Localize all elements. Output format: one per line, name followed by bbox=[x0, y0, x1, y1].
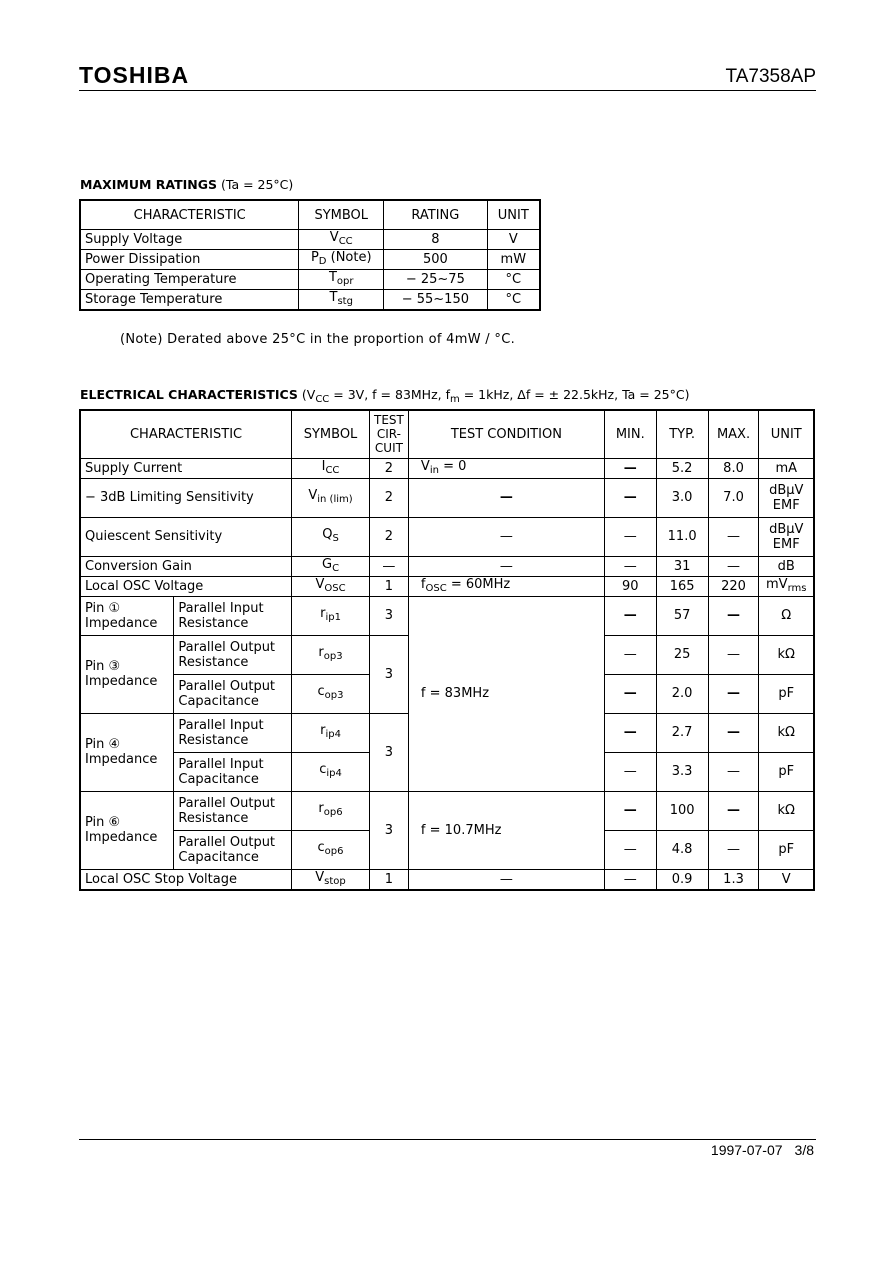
page-number: 3/8 bbox=[794, 1142, 814, 1158]
max-value: — bbox=[708, 713, 759, 752]
symbol: $r_{op6}$ bbox=[292, 791, 370, 830]
table-row bbox=[80, 576, 814, 596]
min-value: — bbox=[604, 458, 656, 478]
symbol: $I_{CC}$ bbox=[292, 458, 370, 478]
typ-value: 25 bbox=[656, 635, 708, 674]
unit: $mV_{rms}$ bbox=[759, 576, 814, 596]
table-row bbox=[80, 250, 540, 270]
test-circuit: 2 bbox=[369, 517, 408, 556]
symbol: $V_{OSC}$ bbox=[292, 576, 370, 596]
unit: kΩ bbox=[759, 791, 814, 830]
col-header: UNIT bbox=[759, 410, 814, 458]
col-header: CHARACTERISTIC bbox=[80, 410, 292, 458]
symbol: $V_{CC}$ bbox=[299, 230, 384, 250]
symbol: $V_{stop}$ bbox=[292, 869, 370, 890]
symbol: $P_D$ (Note) bbox=[299, 250, 384, 270]
test-circuit: 2 bbox=[369, 478, 408, 517]
test-circuit: 1 bbox=[369, 576, 408, 596]
parameter: Parallel Output Resistance bbox=[174, 635, 292, 674]
max-value: 220 bbox=[708, 576, 759, 596]
test-condition: — bbox=[408, 517, 604, 556]
pin-group-label: Pin ① Impedance bbox=[80, 596, 174, 635]
table-row bbox=[80, 270, 540, 290]
unit: pF bbox=[759, 752, 814, 791]
test-circuit: 1 bbox=[369, 869, 408, 890]
min-value: — bbox=[604, 635, 656, 674]
parameter: Parallel Input Resistance bbox=[174, 596, 292, 635]
symbol: $c_{op3}$ bbox=[292, 674, 370, 713]
min-value: 90 bbox=[604, 576, 656, 596]
typ-value: 165 bbox=[656, 576, 708, 596]
table-row bbox=[80, 517, 814, 556]
col-header: UNIT bbox=[487, 200, 540, 230]
table-row bbox=[80, 556, 814, 576]
typ-value: 0.9 bbox=[656, 869, 708, 890]
typ-value: 11.0 bbox=[656, 517, 708, 556]
unit: Ω bbox=[759, 596, 814, 635]
min-value: — bbox=[604, 830, 656, 869]
table-row bbox=[80, 596, 814, 635]
max-value: 7.0 bbox=[708, 478, 759, 517]
symbol: $T_{stg}$ bbox=[299, 290, 384, 311]
table-row bbox=[80, 290, 540, 311]
characteristic: Power Dissipation bbox=[80, 250, 299, 270]
max-value: — bbox=[708, 635, 759, 674]
pin-group-label: Pin ③ Impedance bbox=[80, 635, 174, 713]
table-row bbox=[80, 458, 814, 478]
max-ratings-table bbox=[79, 199, 541, 311]
max-value: 8.0 bbox=[708, 458, 759, 478]
footer-date: 1997-07-07 bbox=[710, 1142, 783, 1158]
derating-note: (Note) Derated above 25°C in the proportion of 4mW / °C. bbox=[120, 332, 515, 347]
test-circuit: 3 bbox=[369, 635, 408, 713]
test-condition: $V_{in} = 0$ bbox=[408, 458, 604, 478]
min-value: — bbox=[604, 517, 656, 556]
symbol: $c_{ip4}$ bbox=[292, 752, 370, 791]
symbol: $r_{op3}$ bbox=[292, 635, 370, 674]
unit: dB bbox=[759, 556, 814, 576]
characteristic: Storage Temperature bbox=[80, 290, 299, 311]
col-header: MIN. bbox=[604, 410, 656, 458]
unit: dBμV EMF bbox=[759, 478, 814, 517]
max-value: — bbox=[708, 674, 759, 713]
unit: V bbox=[487, 230, 540, 250]
min-value: — bbox=[604, 791, 656, 830]
table-row bbox=[80, 478, 814, 517]
test-circuit: 2 bbox=[369, 458, 408, 478]
col-header: TYP. bbox=[656, 410, 708, 458]
characteristic: Quiescent Sensitivity bbox=[80, 517, 292, 556]
min-value: — bbox=[604, 556, 656, 576]
unit: °C bbox=[487, 290, 540, 311]
col-header: RATING bbox=[384, 200, 488, 230]
unit: pF bbox=[759, 674, 814, 713]
min-value: — bbox=[604, 674, 656, 713]
characteristic: − 3dB Limiting Sensitivity bbox=[80, 478, 292, 517]
max-value: — bbox=[708, 517, 759, 556]
test-condition: f = 10.7MHz bbox=[408, 791, 604, 869]
unit: pF bbox=[759, 830, 814, 869]
characteristic: Operating Temperature bbox=[80, 270, 299, 290]
symbol: $r_{ip4}$ bbox=[292, 713, 370, 752]
test-circuit: 3 bbox=[369, 791, 408, 869]
symbol: $Q_S$ bbox=[292, 517, 370, 556]
typ-value: 57 bbox=[656, 596, 708, 635]
typ-value: 2.0 bbox=[656, 674, 708, 713]
footer bbox=[699, 1142, 814, 1158]
test-condition: — bbox=[408, 556, 604, 576]
header-rule bbox=[79, 90, 816, 91]
rating: 500 bbox=[384, 250, 488, 270]
characteristic: Conversion Gain bbox=[80, 556, 292, 576]
parameter: Parallel Output Resistance bbox=[174, 791, 292, 830]
part-number: TA7358AP bbox=[725, 66, 816, 87]
rating: − 55~150 bbox=[384, 290, 488, 311]
max-value: — bbox=[708, 791, 759, 830]
typ-value: 2.7 bbox=[656, 713, 708, 752]
characteristic: Supply Current bbox=[80, 458, 292, 478]
brand-logo: TOSHIBA bbox=[79, 62, 190, 88]
min-value: — bbox=[604, 478, 656, 517]
parameter: Parallel Output Capacitance bbox=[174, 674, 292, 713]
min-value: — bbox=[604, 869, 656, 890]
test-condition: $f_{OSC} = 60MHz$ bbox=[408, 576, 604, 596]
unit: kΩ bbox=[759, 713, 814, 752]
table-row bbox=[80, 230, 540, 250]
table-row bbox=[80, 791, 814, 830]
parameter: Parallel Input Resistance bbox=[174, 713, 292, 752]
col-header: CHARACTERISTIC bbox=[80, 200, 299, 230]
parameter: Parallel Input Capacitance bbox=[174, 752, 292, 791]
unit: kΩ bbox=[759, 635, 814, 674]
min-value: — bbox=[604, 713, 656, 752]
unit: °C bbox=[487, 270, 540, 290]
characteristic: Local OSC Voltage bbox=[80, 576, 292, 596]
max-value: — bbox=[708, 752, 759, 791]
rating: − 25~75 bbox=[384, 270, 488, 290]
col-header: SYMBOL bbox=[299, 200, 384, 230]
table-row bbox=[80, 869, 814, 890]
test-condition: — bbox=[408, 478, 604, 517]
col-header: TEST CIR- CUIT bbox=[369, 410, 408, 458]
typ-value: 4.8 bbox=[656, 830, 708, 869]
pin-group-label: Pin ④ Impedance bbox=[80, 713, 174, 791]
max-value: — bbox=[708, 556, 759, 576]
electrical-title: ELECTRICAL CHARACTERISTICS ($V_{CC} = 3V$, f = 83MHz, $f_m = 1kHz$, Δf = ± 22.5kHz, Ta = 25°C) bbox=[80, 387, 690, 405]
rating: 8 bbox=[384, 230, 488, 250]
test-circuit: 3 bbox=[369, 596, 408, 635]
parameter: Parallel Output Capacitance bbox=[174, 830, 292, 869]
typ-value: 100 bbox=[656, 791, 708, 830]
symbol: $G_C$ bbox=[292, 556, 370, 576]
electrical-table bbox=[79, 409, 815, 891]
symbol: $r_{ip1}$ bbox=[292, 596, 370, 635]
table-header-row bbox=[80, 200, 540, 230]
unit: mA bbox=[759, 458, 814, 478]
symbol: $c_{op6}$ bbox=[292, 830, 370, 869]
min-value: — bbox=[604, 596, 656, 635]
test-condition: — bbox=[408, 869, 604, 890]
typ-value: 3.0 bbox=[656, 478, 708, 517]
typ-value: 31 bbox=[656, 556, 708, 576]
table-header-row bbox=[80, 410, 814, 458]
footer-rule bbox=[79, 1139, 816, 1140]
characteristic: Local OSC Stop Voltage bbox=[80, 869, 292, 890]
col-header: SYMBOL bbox=[292, 410, 370, 458]
typ-value: 3.3 bbox=[656, 752, 708, 791]
test-circuit: 3 bbox=[369, 713, 408, 791]
max-value: 1.3 bbox=[708, 869, 759, 890]
test-circuit: — bbox=[369, 556, 408, 576]
max-ratings-title: MAXIMUM RATINGS (Ta = 25°C) bbox=[80, 177, 294, 192]
unit: V bbox=[759, 869, 814, 890]
min-value: — bbox=[604, 752, 656, 791]
unit: mW bbox=[487, 250, 540, 270]
typ-value: 5.2 bbox=[656, 458, 708, 478]
col-header: MAX. bbox=[708, 410, 759, 458]
symbol: $V_{in (lim)}$ bbox=[292, 478, 370, 517]
symbol: $T_{opr}$ bbox=[299, 270, 384, 290]
col-header: TEST CONDITION bbox=[408, 410, 604, 458]
unit: dBμV EMF bbox=[759, 517, 814, 556]
max-value: — bbox=[708, 596, 759, 635]
characteristic: Supply Voltage bbox=[80, 230, 299, 250]
pin-group-label: Pin ⑥ Impedance bbox=[80, 791, 174, 869]
test-condition: f = 83MHz bbox=[408, 596, 604, 791]
max-value: — bbox=[708, 830, 759, 869]
